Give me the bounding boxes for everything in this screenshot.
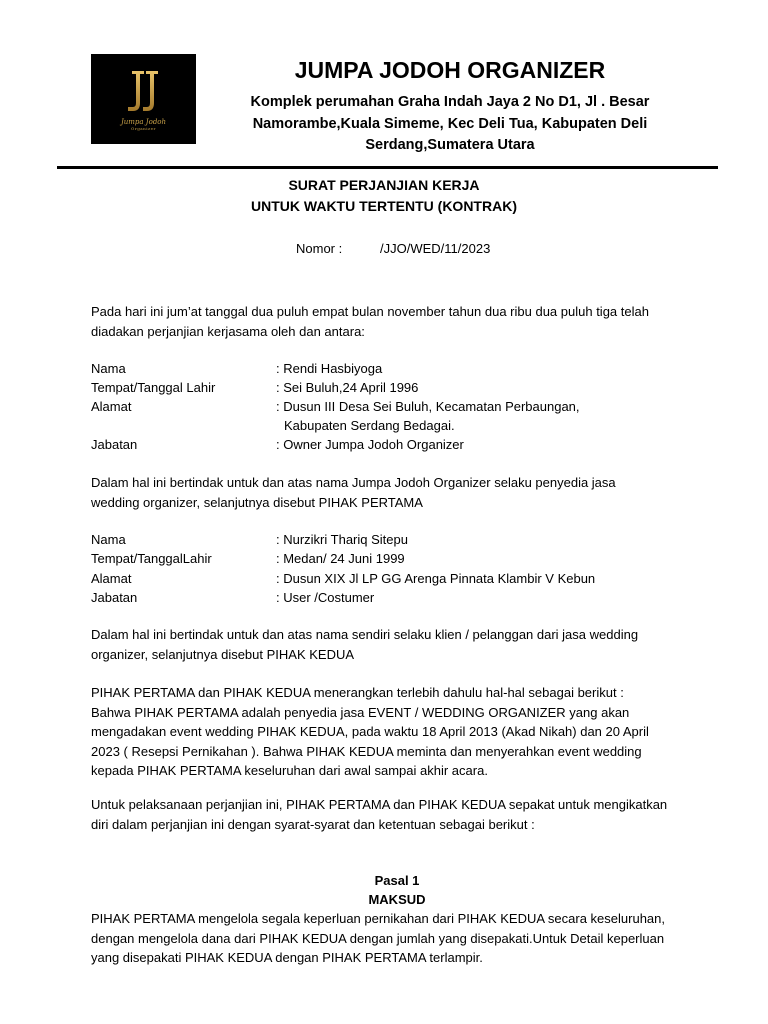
party2-position-label: Jabatan	[91, 590, 138, 605]
intro-line-1: Pada hari ini jum’at tanggal dua puluh empat bulan november tahun dua ribu dua puluh tiga telah	[91, 304, 649, 319]
nomor-label: Nomor :	[296, 241, 343, 256]
party2-address-value: : Dusun XIX Jl LP GG Arenga Pinnata Klambir V Kebun	[276, 571, 596, 586]
party2-birth-label: Tempat/TanggalLahir	[91, 551, 212, 566]
address-line-3: Serdang,Sumatera Utara	[365, 137, 535, 153]
explanation-line-5: kepada PIHAK PERTAMA keseluruhan dari awal sampai akhir acara.	[91, 763, 488, 778]
logo-wordmark: Jumpa Jodoh	[120, 118, 167, 126]
address-line-2: Namorambe,Kuala Simeme, Kec Deli Tua, Kabupaten Deli	[252, 115, 648, 132]
intro-paragraph	[91, 302, 711, 341]
party1-position-value: : Owner Jumpa Jodoh Organizer	[276, 437, 464, 452]
jj-monogram-icon	[124, 67, 164, 117]
nomor-value: /JJO/WED/11/2023	[380, 241, 491, 256]
organization-name: JUMPA JODOH ORGANIZER	[294, 57, 606, 83]
party2-name-label: Nama	[91, 532, 126, 547]
pasal-1-heading: MAKSUD	[368, 892, 426, 907]
party1-birth-value: : Sei Buluh,24 April 1996	[276, 380, 419, 395]
party1-name-label: Nama	[91, 361, 126, 376]
party1-statement-line-1: Dalam hal ini bertindak untuk dan atas nama Jumpa Jodoh Organizer selaku penyedia jasa	[91, 475, 616, 490]
document-title-line-2: UNTUK WAKTU TERTENTU (KONTRAK)	[251, 198, 517, 214]
party1-statement-line-2: wedding organizer, selanjutnya disebut PIHAK PERTAMA	[91, 494, 423, 510]
party1-address-value-2: Kabupaten Serdang Bedagai.	[284, 418, 455, 433]
party2-birth-value: : Medan/ 24 Juni 1999	[276, 551, 405, 566]
party1-position-label: Jabatan	[91, 437, 138, 452]
pasal-1-line-3: yang disepakati PIHAK KEDUA dengan PIHAK PERTAMA terlampir.	[91, 950, 483, 965]
organization-address	[240, 92, 660, 157]
logo-subtext: Organizer	[131, 126, 156, 131]
party2-statement-line-1: Dalam hal ini bertindak untuk dan atas nama sendiri selaku klien / pelanggan dari jasa wedding	[91, 627, 639, 642]
party1-address-value: : Dusun III Desa Sei Buluh, Kecamatan Perbaungan,	[276, 399, 580, 414]
party1-address-label: Alamat	[91, 399, 132, 414]
header-divider	[57, 166, 718, 169]
explanation-line-4: 2023 ( Resepsi Pernikahan ). Bahwa PIHAK KEDUA meminta dan menyerahkan event wedding	[91, 743, 642, 759]
party2-statement	[91, 625, 711, 664]
agreement-paragraph	[91, 795, 711, 834]
pasal-1-line-2: dengan mengelola dana dari PIHAK KEDUA dengan jumlah yang disepakati.Untuk Detail keperluan	[91, 930, 665, 946]
party2-name-value: : Nurzikri Thariq Sitepu	[276, 532, 408, 547]
address-line-1: Komplek perumahan Graha Indah Jaya 2 No D1, Jl . Besar	[250, 94, 650, 110]
pasal-1-number: Pasal 1	[374, 873, 420, 888]
pasal-1-line-1: PIHAK PERTAMA mengelola segala keperluan pernikahan dari PIHAK KEDUA secara keseluruhan,	[91, 911, 665, 926]
party2-position-value: : User /Costumer	[276, 590, 375, 605]
party2-statement-line-2: organizer, selanjutnya disebut PIHAK KEDUA	[91, 646, 355, 662]
company-logo	[91, 54, 196, 144]
document-title-line-1: SURAT PERJANJIAN KERJA	[288, 177, 480, 193]
agreement-line-1: Untuk pelaksanaan perjanjian ini, PIHAK PERTAMA dan PIHAK KEDUA sepakat untuk mengikatkan	[91, 797, 668, 812]
explanation-line-3: mengadakan event wedding PIHAK KEDUA, pada waktu 18 April 2013 (Akad Nikah) dan 20 April	[91, 724, 649, 739]
explanation-line-2: Bahwa PIHAK PERTAMA adalah penyedia jasa EVENT / WEDDING ORGANIZER yang akan	[91, 704, 630, 720]
agreement-line-2: diri dalam perjanjian ini dengan syarat-syarat dan ketentuan sebagai berikut :	[91, 816, 535, 832]
pasal-1-body	[91, 909, 731, 968]
party2-address-label: Alamat	[91, 571, 132, 586]
explanation-paragraph	[91, 683, 711, 781]
party1-statement	[91, 473, 711, 512]
explanation-line-1: PIHAK PERTAMA dan PIHAK KEDUA menerangkan terlebih dahulu hal-hal sebagai berikut :	[91, 685, 624, 700]
intro-line-2: diadakan perjanjian kerjasama oleh dan antara:	[91, 323, 365, 339]
party1-birth-label: Tempat/Tanggal Lahir	[91, 380, 216, 395]
party1-name-value: : Rendi Hasbiyoga	[276, 361, 383, 376]
